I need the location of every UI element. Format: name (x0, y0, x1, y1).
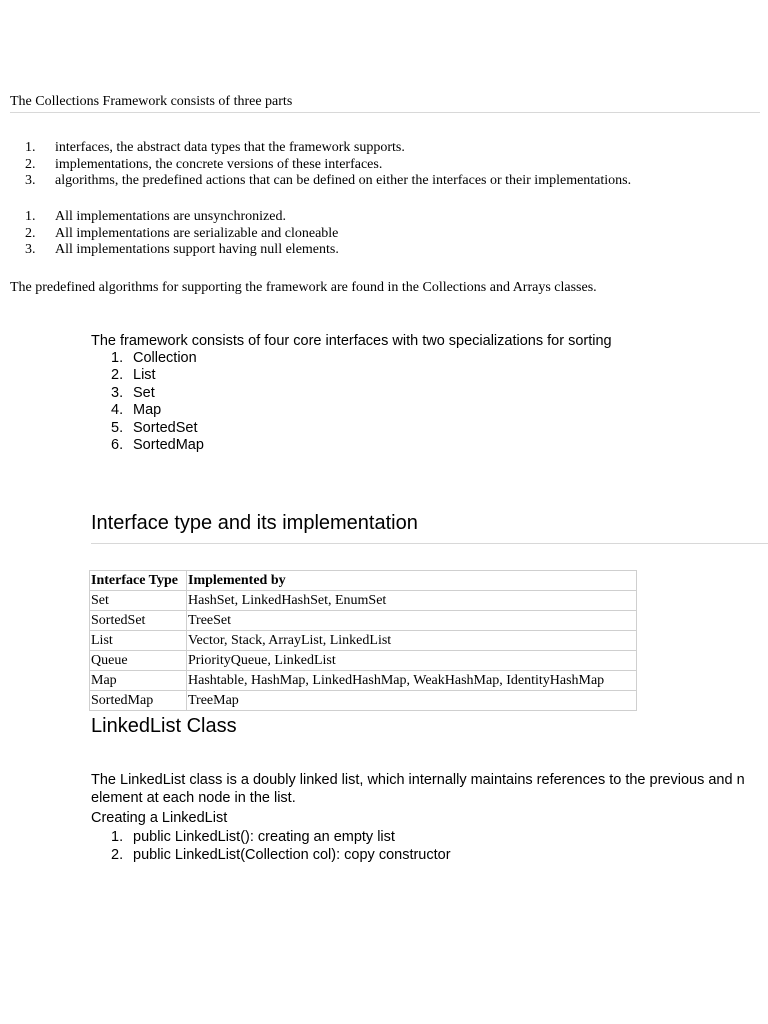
list-number: 3. (25, 173, 36, 188)
table-row (90, 611, 637, 631)
list-number: 3. (111, 384, 124, 401)
table-row (90, 671, 637, 691)
interface-implementation-table (89, 570, 637, 711)
table-cell: SortedSet (90, 611, 187, 631)
list-item (91, 846, 451, 864)
table-cell: Set (90, 591, 187, 611)
table-header-row (90, 571, 637, 591)
linkedlist-paragraph (91, 771, 768, 807)
table-cell: PriorityQueue, LinkedList (187, 651, 637, 671)
list-item (25, 157, 631, 174)
list-text: SortedMap (133, 437, 204, 454)
list-number: 1. (25, 140, 36, 155)
list-text: All implementations are unsynchronized. (55, 209, 286, 224)
list-number: 2. (25, 156, 36, 172)
list-item (25, 140, 631, 157)
framework-parts-list (25, 140, 631, 190)
list-item (91, 350, 612, 367)
list-number: 1. (25, 209, 36, 224)
table-cell: Hashtable, HashMap, LinkedHashMap, WeakHashMap, IdentityHashMap (187, 671, 637, 691)
table-cell: Vector, Stack, ArrayList, LinkedList (187, 631, 637, 651)
list-text: Map (133, 402, 162, 419)
creating-linkedlist-block (91, 809, 451, 864)
creating-linkedlist-title: Creating a LinkedList (91, 810, 228, 826)
list-number: 1. (111, 829, 124, 845)
list-item (91, 828, 451, 846)
list-item (91, 402, 612, 419)
list-text: algorithms, the predefined actions that can be defined on either the interfaces or their implementations. (55, 173, 632, 188)
list-text: implementations, the concrete versions of these interfaces. (55, 156, 383, 172)
list-number: 2. (111, 367, 124, 384)
list-item (25, 173, 631, 190)
list-text: Collection (133, 350, 197, 366)
list-item (25, 242, 339, 259)
table-cell: Queue (90, 651, 187, 671)
list-number: 2. (25, 225, 36, 241)
intro-heading: The Collections Framework consists of three parts (10, 93, 760, 113)
table-cell: TreeSet (187, 611, 637, 631)
list-text: All implementations support having null elements. (55, 242, 339, 257)
core-interfaces-intro: The framework consists of four core interfaces with two specializations for sorting (91, 333, 612, 349)
linkedlist-section-heading: LinkedList Class (91, 715, 237, 737)
table-cell: SortedMap (90, 691, 187, 711)
list-text: public LinkedList(Collection col): copy constructor (133, 847, 451, 863)
list-number: 6. (111, 437, 124, 454)
paragraph-line: The LinkedList class is a doubly linked list, which internally maintains references to the previous and n (91, 772, 745, 788)
list-item (91, 367, 612, 384)
list-item (91, 385, 612, 402)
table-row (90, 631, 637, 651)
list-number: 1. (111, 350, 124, 366)
list-text: SortedSet (133, 419, 198, 436)
table-row (90, 651, 637, 671)
table-cell: TreeMap (187, 691, 637, 711)
list-text: public LinkedList(): creating an empty list (133, 829, 395, 845)
list-number: 5. (111, 419, 124, 436)
constructors-list (91, 828, 451, 864)
table-row (90, 691, 637, 711)
list-text: Set (133, 384, 155, 401)
paragraph-line: element at each node in the list. (91, 790, 296, 806)
table-cell: Map (90, 671, 187, 691)
list-item (91, 437, 612, 454)
table-cell: HashSet, LinkedHashSet, EnumSet (187, 591, 637, 611)
algorithms-paragraph: The predefined algorithms for supporting the framework are found in the Collections and Arrays classes. (10, 280, 597, 295)
list-number: 4. (111, 402, 124, 419)
interface-section-heading: Interface type and its implementation (91, 512, 768, 544)
list-text: List (133, 367, 156, 384)
column-header-interface-type: Interface Type (90, 571, 187, 591)
table-cell: List (90, 631, 187, 651)
list-number: 2. (111, 847, 124, 863)
core-interfaces-list (91, 350, 612, 454)
implementation-properties-list (25, 209, 339, 259)
list-item (91, 420, 612, 437)
column-header-implemented-by: Implemented by (187, 571, 637, 591)
list-item (25, 226, 339, 243)
core-interfaces-block (91, 332, 612, 454)
table-row (90, 591, 637, 611)
list-number: 3. (25, 242, 36, 257)
list-text: All implementations are serializable and cloneable (55, 225, 339, 241)
list-text: interfaces, the abstract data types that the framework supports. (55, 140, 405, 155)
list-item (25, 209, 339, 226)
